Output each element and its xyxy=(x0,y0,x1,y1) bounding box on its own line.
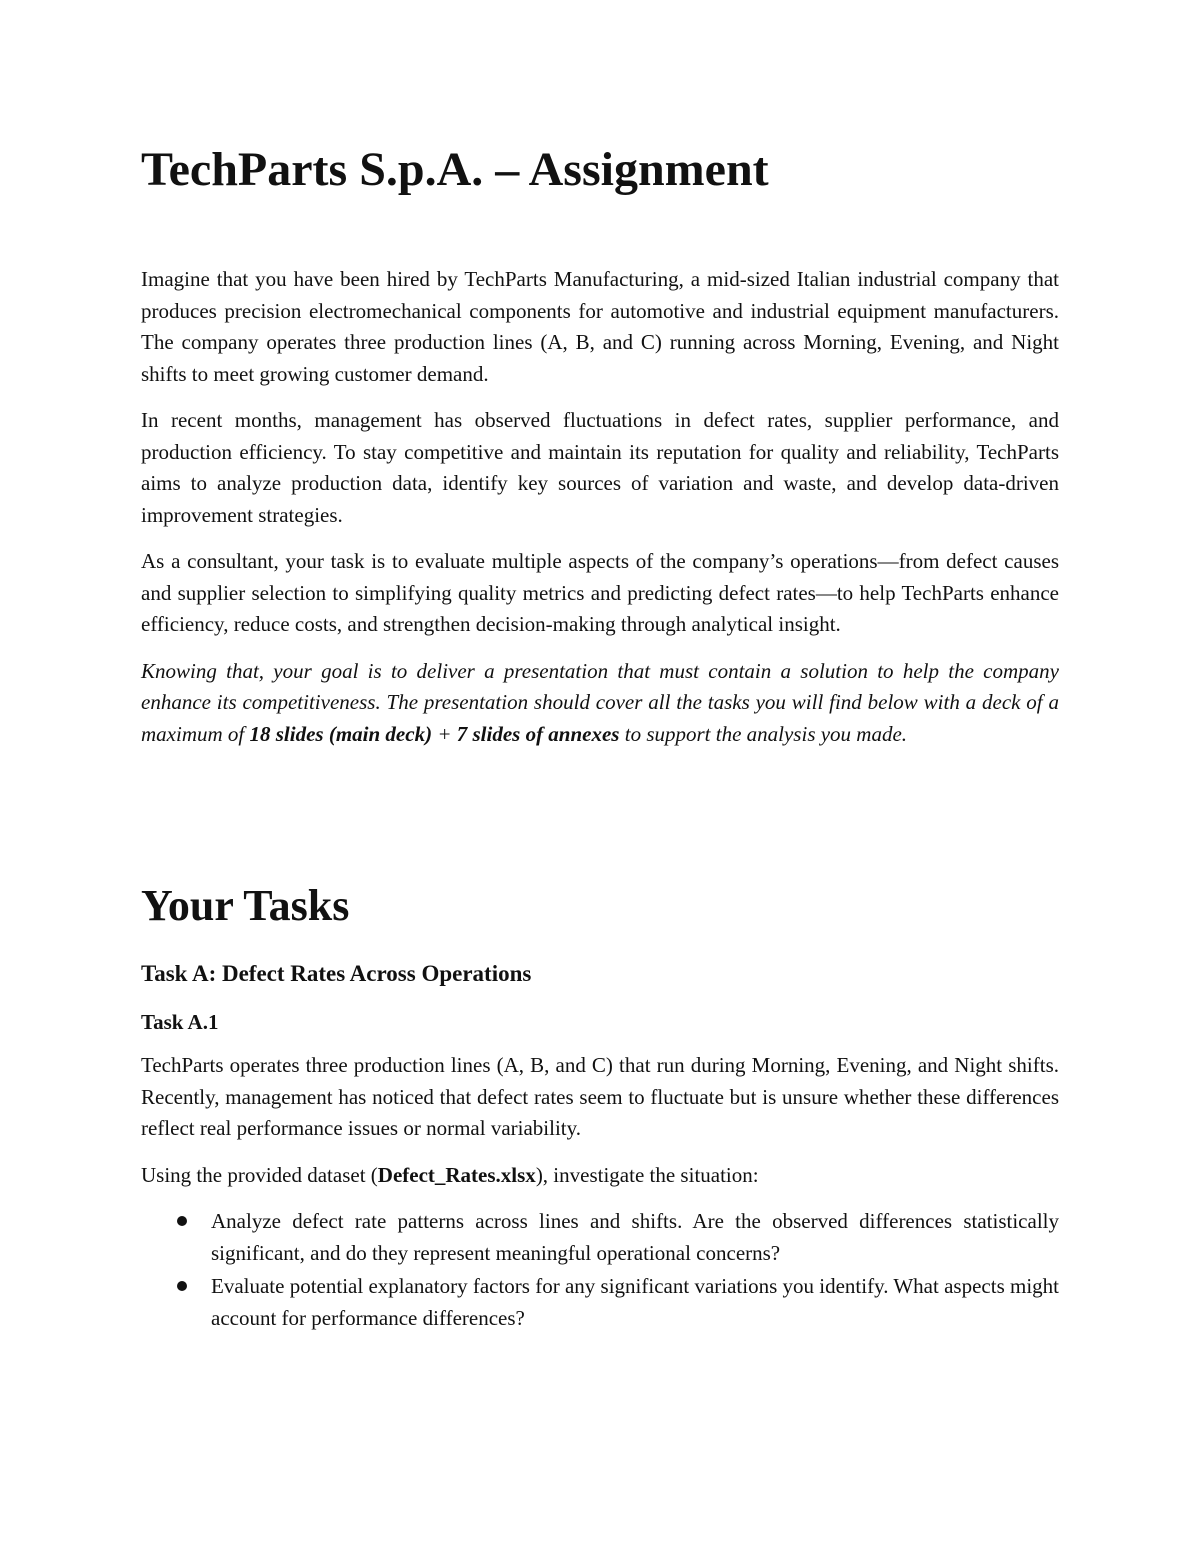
main-deck-limit: 18 slides (main deck) xyxy=(249,721,433,746)
task-a1-heading: Task A.1 xyxy=(141,1010,219,1034)
intro-section xyxy=(141,264,1059,765)
goal-text-1: Knowing that, your goal is to deliver a presentation that must contain a solution to help the company enhance its competitiveness. The presentation should cover all the tasks you will find below with a deck of a maximum of xyxy=(141,658,1059,746)
intro-paragraph-2: In recent months, management has observed fluctuations in defect rates, supplier performance, and production efficiency. To stay competitive and maintain its reputation for quality and reliability, TechParts aims to analyze production data, identify key sources of variation and waste, and develop data-driven improvement strategies. xyxy=(141,408,1059,527)
dataset-paragraph xyxy=(141,1160,1059,1192)
dataset-text-2: ), investigate the situation: xyxy=(535,1162,759,1187)
list-item xyxy=(141,1271,1059,1334)
intro-paragraph-3: As a consultant, your task is to evaluate multiple aspects of the company’s operations—from defect causes and supplier selection to simplifying quality metrics and predicting defect rates—to help TechParts enhance efficiency, reduce costs, and strengthen decision-making through analytical insight. xyxy=(141,549,1059,636)
task-a-section xyxy=(141,958,1059,1336)
list-item xyxy=(141,1206,1059,1269)
goal-paragraph xyxy=(141,656,1059,751)
intro-paragraph-1: Imagine that you have been hired by TechParts Manufacturing, a mid-sized Italian industrial company that produces precision electromechanical components for automotive and industrial equipment manufacturers. The company operates three production lines (A, B, and C) running across Morning, Evening, and Night shifts to meet growing customer demand. xyxy=(141,267,1059,386)
goal-text-2: + xyxy=(432,721,457,746)
document-title: TechParts S.p.A. – Assignment xyxy=(141,143,769,196)
section-title-your-tasks: Your Tasks xyxy=(141,881,350,930)
annex-limit: 7 slides of annexes xyxy=(456,721,620,746)
task-a1-paragraph: TechParts operates three production lines (A, B, and C) that run during Morning, Evening, and Night shifts. Recently, management has noticed that defect rates seem to fluctuate but is unsure whether these differences reflect real performance issues or normal variability. xyxy=(141,1053,1059,1140)
goal-text-3: to support the analysis you made. xyxy=(619,721,908,746)
bullet-icon xyxy=(177,1281,187,1291)
dataset-text-1: Using the provided dataset ( xyxy=(141,1162,378,1187)
task-a-heading: Task A: Defect Rates Across Operations xyxy=(141,961,532,986)
bullet-icon xyxy=(177,1216,187,1226)
bullet-text: Evaluate potential explanatory factors for any significant variations you identify. What aspects might account for performance differences? xyxy=(211,1274,1059,1330)
dataset-filename: Defect_Rates.xlsx xyxy=(377,1162,536,1187)
task-a1-bullet-list xyxy=(141,1206,1059,1334)
bullet-text: Analyze defect rate patterns across lines and shifts. Are the observed differences statistically significant, and do they represent meaningful operational concerns? xyxy=(211,1209,1059,1265)
